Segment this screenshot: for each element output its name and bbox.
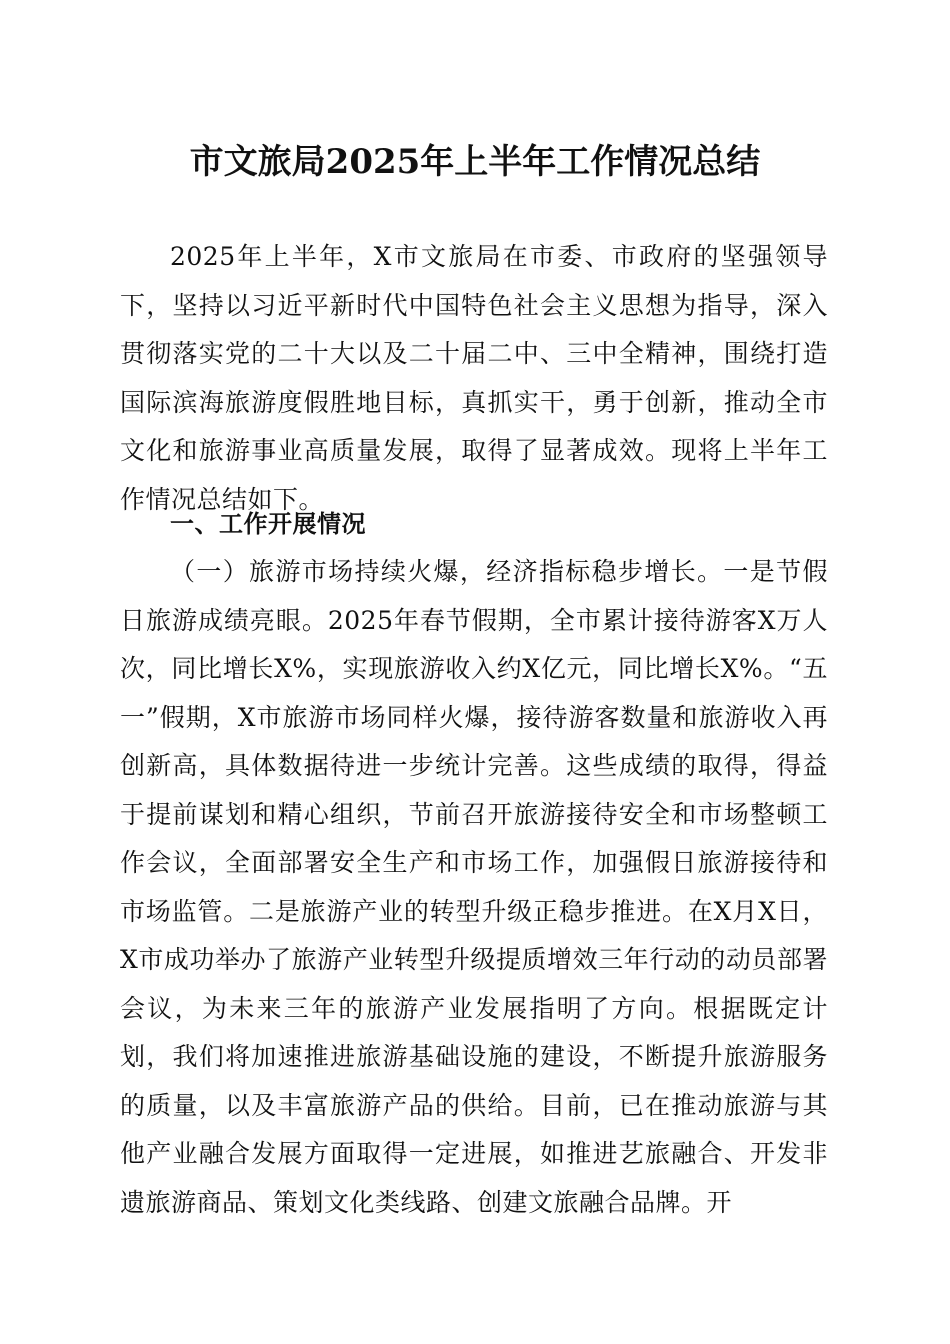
sub-heading: （一）旅游市场持续火爆，经济指标稳步增长。 xyxy=(170,557,724,586)
intro-paragraph: 2025年上半年，X市文旅局在市委、市政府的坚强领导下，坚持以习近平新时代中国特色社会主义思想为指导，深入贯彻落实党的二十大以及二十届二中、三中全精神，围绕打造国际滨海旅游度假胜地目标，真抓实干，勇于创新，推动全市文化和旅游事业高质量发展，取得了显著成效。现将上半年工作情况总结如下。 xyxy=(120,242,828,514)
document-title: 市文旅局2025年上半年工作情况总结 xyxy=(189,142,761,182)
section-1-paragraph xyxy=(120,548,828,1227)
section-heading: 一、工作开展情况 xyxy=(170,510,366,538)
paragraph-text: 一是节假日旅游成绩亮眼。2025年春节假期，全市累计接待游客X万人次，同比增长X%，实现旅游收入约X亿元，同比增长X%。“五一”假期，X市旅游市场同样火爆，接待游客数量和旅游收入再创新高，具体数据待进一步统计完善。这些成绩的取得，得益于提前谋划和精心组织，节前召开旅游接待安全和市场整顿工作会议，全面部署安全生产和市场工作，加强假日旅游接待和市场监管。二是旅游产业的转型升级正稳步推进。在X月X日，X市成功举办了旅游产业转型升级提质增效三年行动的动员部署会议，为未来三年的旅游产业发展指明了方向。根据既定计划，我们将加速推进旅游基础设施的建设，不断提升旅游服务的质量，以及丰富旅游产品的供给。目前，已在推动旅游与其他产业融合发展方面取得一定进展，如推进艺旅融合、开发非遗旅游商品、策划文化类线路、创建文旅融合品牌。开 xyxy=(120,557,828,1217)
